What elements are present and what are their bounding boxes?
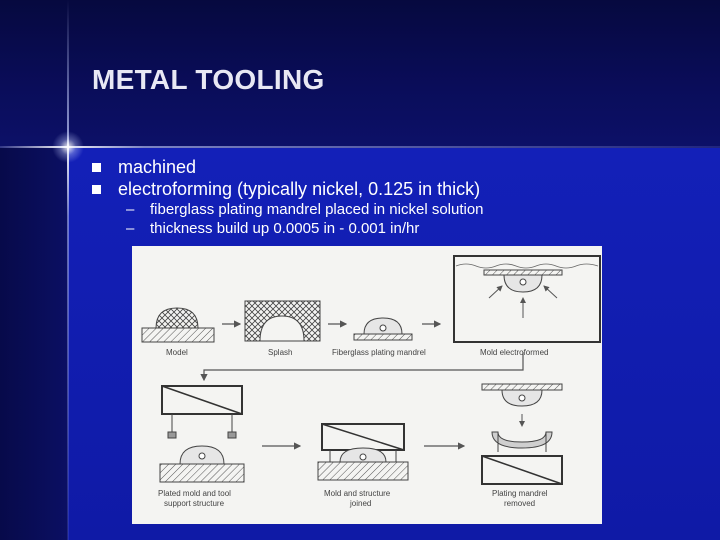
model-stage xyxy=(142,308,214,357)
bullet-item xyxy=(92,178,480,200)
sub-bullet-text: thickness build up 0.0005 in - 0.001 in/hr xyxy=(150,220,420,237)
bullet-text: machined xyxy=(118,157,197,177)
caption-mold: Mold electroformed xyxy=(480,348,549,357)
caption-removed-line2: removed xyxy=(504,499,536,508)
caption-joined-line2: joined xyxy=(350,499,372,508)
bullet-list xyxy=(92,156,480,200)
lens-flare-vertical xyxy=(67,0,69,540)
sub-bullet-text: fiberglass plating mandrel placed in nickel solution xyxy=(150,201,484,218)
slide-title: METAL TOOLING xyxy=(92,64,325,95)
support-structure-stage xyxy=(158,386,244,508)
caption-model: Model xyxy=(166,348,188,357)
mold-electroformed-stage xyxy=(454,256,600,357)
process-diagram xyxy=(132,246,602,524)
caption-splash: Splash xyxy=(268,348,293,357)
caption-joined-line1: Mold and structure xyxy=(324,489,391,498)
dash-marker: – xyxy=(126,201,135,218)
sub-bullet-item xyxy=(126,219,484,238)
mandrel-removed-stage xyxy=(482,384,562,508)
square-bullet-icon xyxy=(92,163,101,172)
lens-flare-glow xyxy=(52,131,84,163)
fiberglass-stage xyxy=(332,318,426,357)
caption-plated-line1: Plated mold and tool xyxy=(158,489,231,498)
caption-plated-line2: support structure xyxy=(164,499,225,508)
bullet-text: electroforming (typically nickel, 0.125 in thick) xyxy=(118,179,481,199)
process-diagram-svg xyxy=(132,246,602,524)
sub-bullet-list xyxy=(126,200,484,238)
splash-stage xyxy=(245,301,320,357)
square-bullet-icon xyxy=(92,185,101,194)
caption-removed-line1: Plating mandrel xyxy=(492,489,548,498)
lens-flare-horizontal xyxy=(0,146,720,148)
joined-stage xyxy=(318,424,408,508)
caption-fiberglass: Fiberglass plating mandrel xyxy=(332,348,426,357)
bullet-item xyxy=(92,156,480,178)
background-left xyxy=(0,148,68,540)
dash-marker: – xyxy=(126,220,135,237)
sub-bullet-item xyxy=(126,200,484,219)
